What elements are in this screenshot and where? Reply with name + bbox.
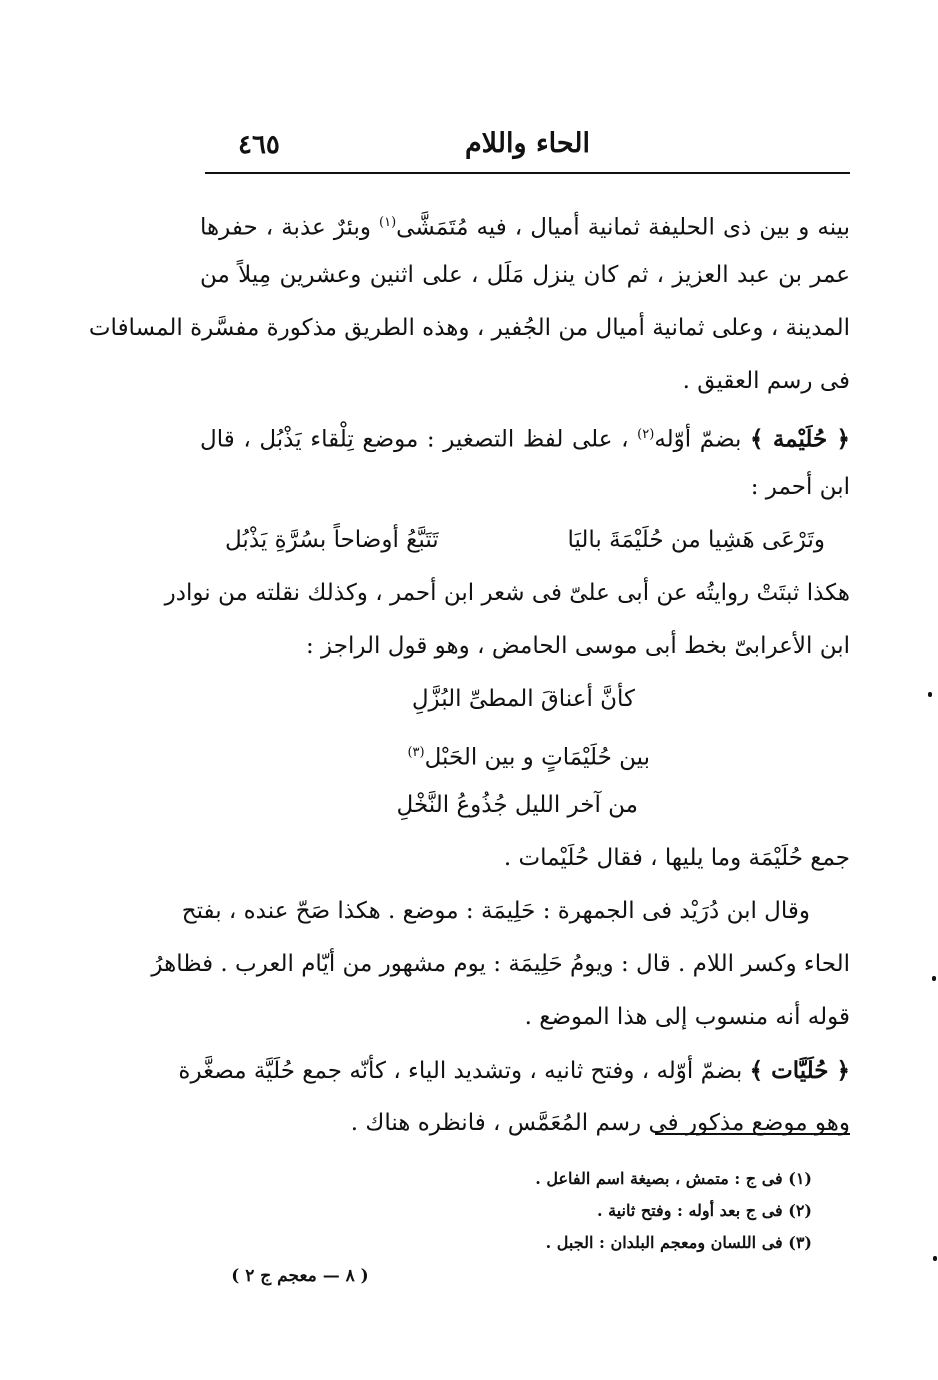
text-line: هكذا ثبتَتْ روايتُه عن أبى علىّ فى شعر ابن أحمر ، وكذلك نقلته من نوادر (164, 580, 850, 606)
text-line (200, 196, 850, 249)
scan-speck (928, 692, 932, 697)
footnote: (٣) فى اللسان ومعجم البلدان : الجبل . (545, 1233, 812, 1252)
rajaz-line: كأنَّ أعناقَ المطىِّ البُزَّلِ (411, 686, 635, 712)
text-line: فى رسم العقيق . (682, 368, 850, 394)
text-line: عمر بن عبد العزيز ، ثم كان ينزل مَلَل ، على اثنين وعشرين مِيلاً من (200, 262, 850, 288)
headword: ﴿ حُلَيْمة ﴾ (750, 425, 851, 453)
footnote: (٢) فى ج بعد أوله : وفتح ثانية . (596, 1201, 812, 1220)
footnote-marker: (١) (379, 215, 397, 230)
footnote-divider (655, 1133, 850, 1135)
text-segment: بضمّ أوّله (654, 426, 742, 453)
text-line: ابن الأعرابىّ بخط أبى موسى الحامض ، وهو قول الراجز : (306, 633, 850, 659)
poetry-verse (200, 514, 850, 567)
signature-mark: ( ٨ — معجم ج ٢ ) (231, 1266, 369, 1286)
text-line: وقال ابن دُرَيْد فى الجمهرة : حَلِيمَة : موضع . هكذا صَحّ عنده ، بفتح (181, 898, 810, 924)
verse-hemistich: وتَرْعَى هَشِيا من حُلَيْمَةَ باليَا (567, 527, 825, 553)
text-line: قوله أنه منسوب إلى هذا الموضع . (524, 1004, 850, 1030)
rajaz-line: من آخر الليل جُذُوعُ النَّخْلِ (396, 792, 638, 818)
chapter-title: الحاء واللام (464, 128, 591, 159)
text-segment: بينه و بين ذى الحليفة ثمانية أميال ، فيه مُتَمَشَّى (396, 214, 850, 241)
scan-speck (933, 1256, 937, 1261)
footnote-marker: (٣) (407, 745, 425, 760)
page-number: ٤٦٥ (238, 130, 280, 160)
text-segment: وبئرٌ عذبة ، حفرها (200, 214, 371, 241)
text-segment: بين حُلَيْمَاتٍ و بين الحَبْل (424, 744, 650, 771)
footnotes (380, 1163, 812, 1259)
text-line: جمع حُلَيْمَة وما يليها ، فقال حُلَيْمات . (503, 845, 850, 871)
footnote: (١) فى ج : متمش ، بصيغة اسم الفاعل . (535, 1169, 812, 1188)
rajaz-line (200, 726, 850, 779)
entry-line (178, 1044, 850, 1097)
text-line: الحاء وكسر اللام . قال : ويومُ حَلِيمَة : يوم مشهور من أيّام العرب . فظاهرُ (151, 951, 850, 977)
text-line: وهو موضع مذكور فى رسم المُعَمَّس ، فانظره هناك . (350, 1110, 850, 1136)
main-text (88, 196, 851, 1150)
running-header (205, 128, 850, 168)
header-divider (205, 172, 850, 174)
headword: ﴿ حُلَيَّات ﴾ (749, 1057, 850, 1084)
verse-hemistich: تَتَبَّعُ أوضاحاً بسُرَّةِ يَذْبُل (225, 527, 439, 553)
footnote-marker: (٢) (637, 427, 655, 442)
text-segment: ، على لفظ التصغير : موضع تِلْقاء يَذْبُل ، قال (200, 426, 629, 453)
scan-speck (932, 976, 936, 981)
text-segment: بضمّ أوّله ، وفتح ثانيه ، وتشديد الياء ، كأنّه جمع حُلَيَّة مصغَّرة (178, 1058, 743, 1084)
entry-line (200, 408, 850, 461)
text-line: المدينة ، وعلى ثمانية أميال من الجُفير ، وهذه الطريق مذكورة مفسَّرة المسافات (88, 315, 850, 341)
text-line: ابن أحمر : (750, 474, 850, 500)
